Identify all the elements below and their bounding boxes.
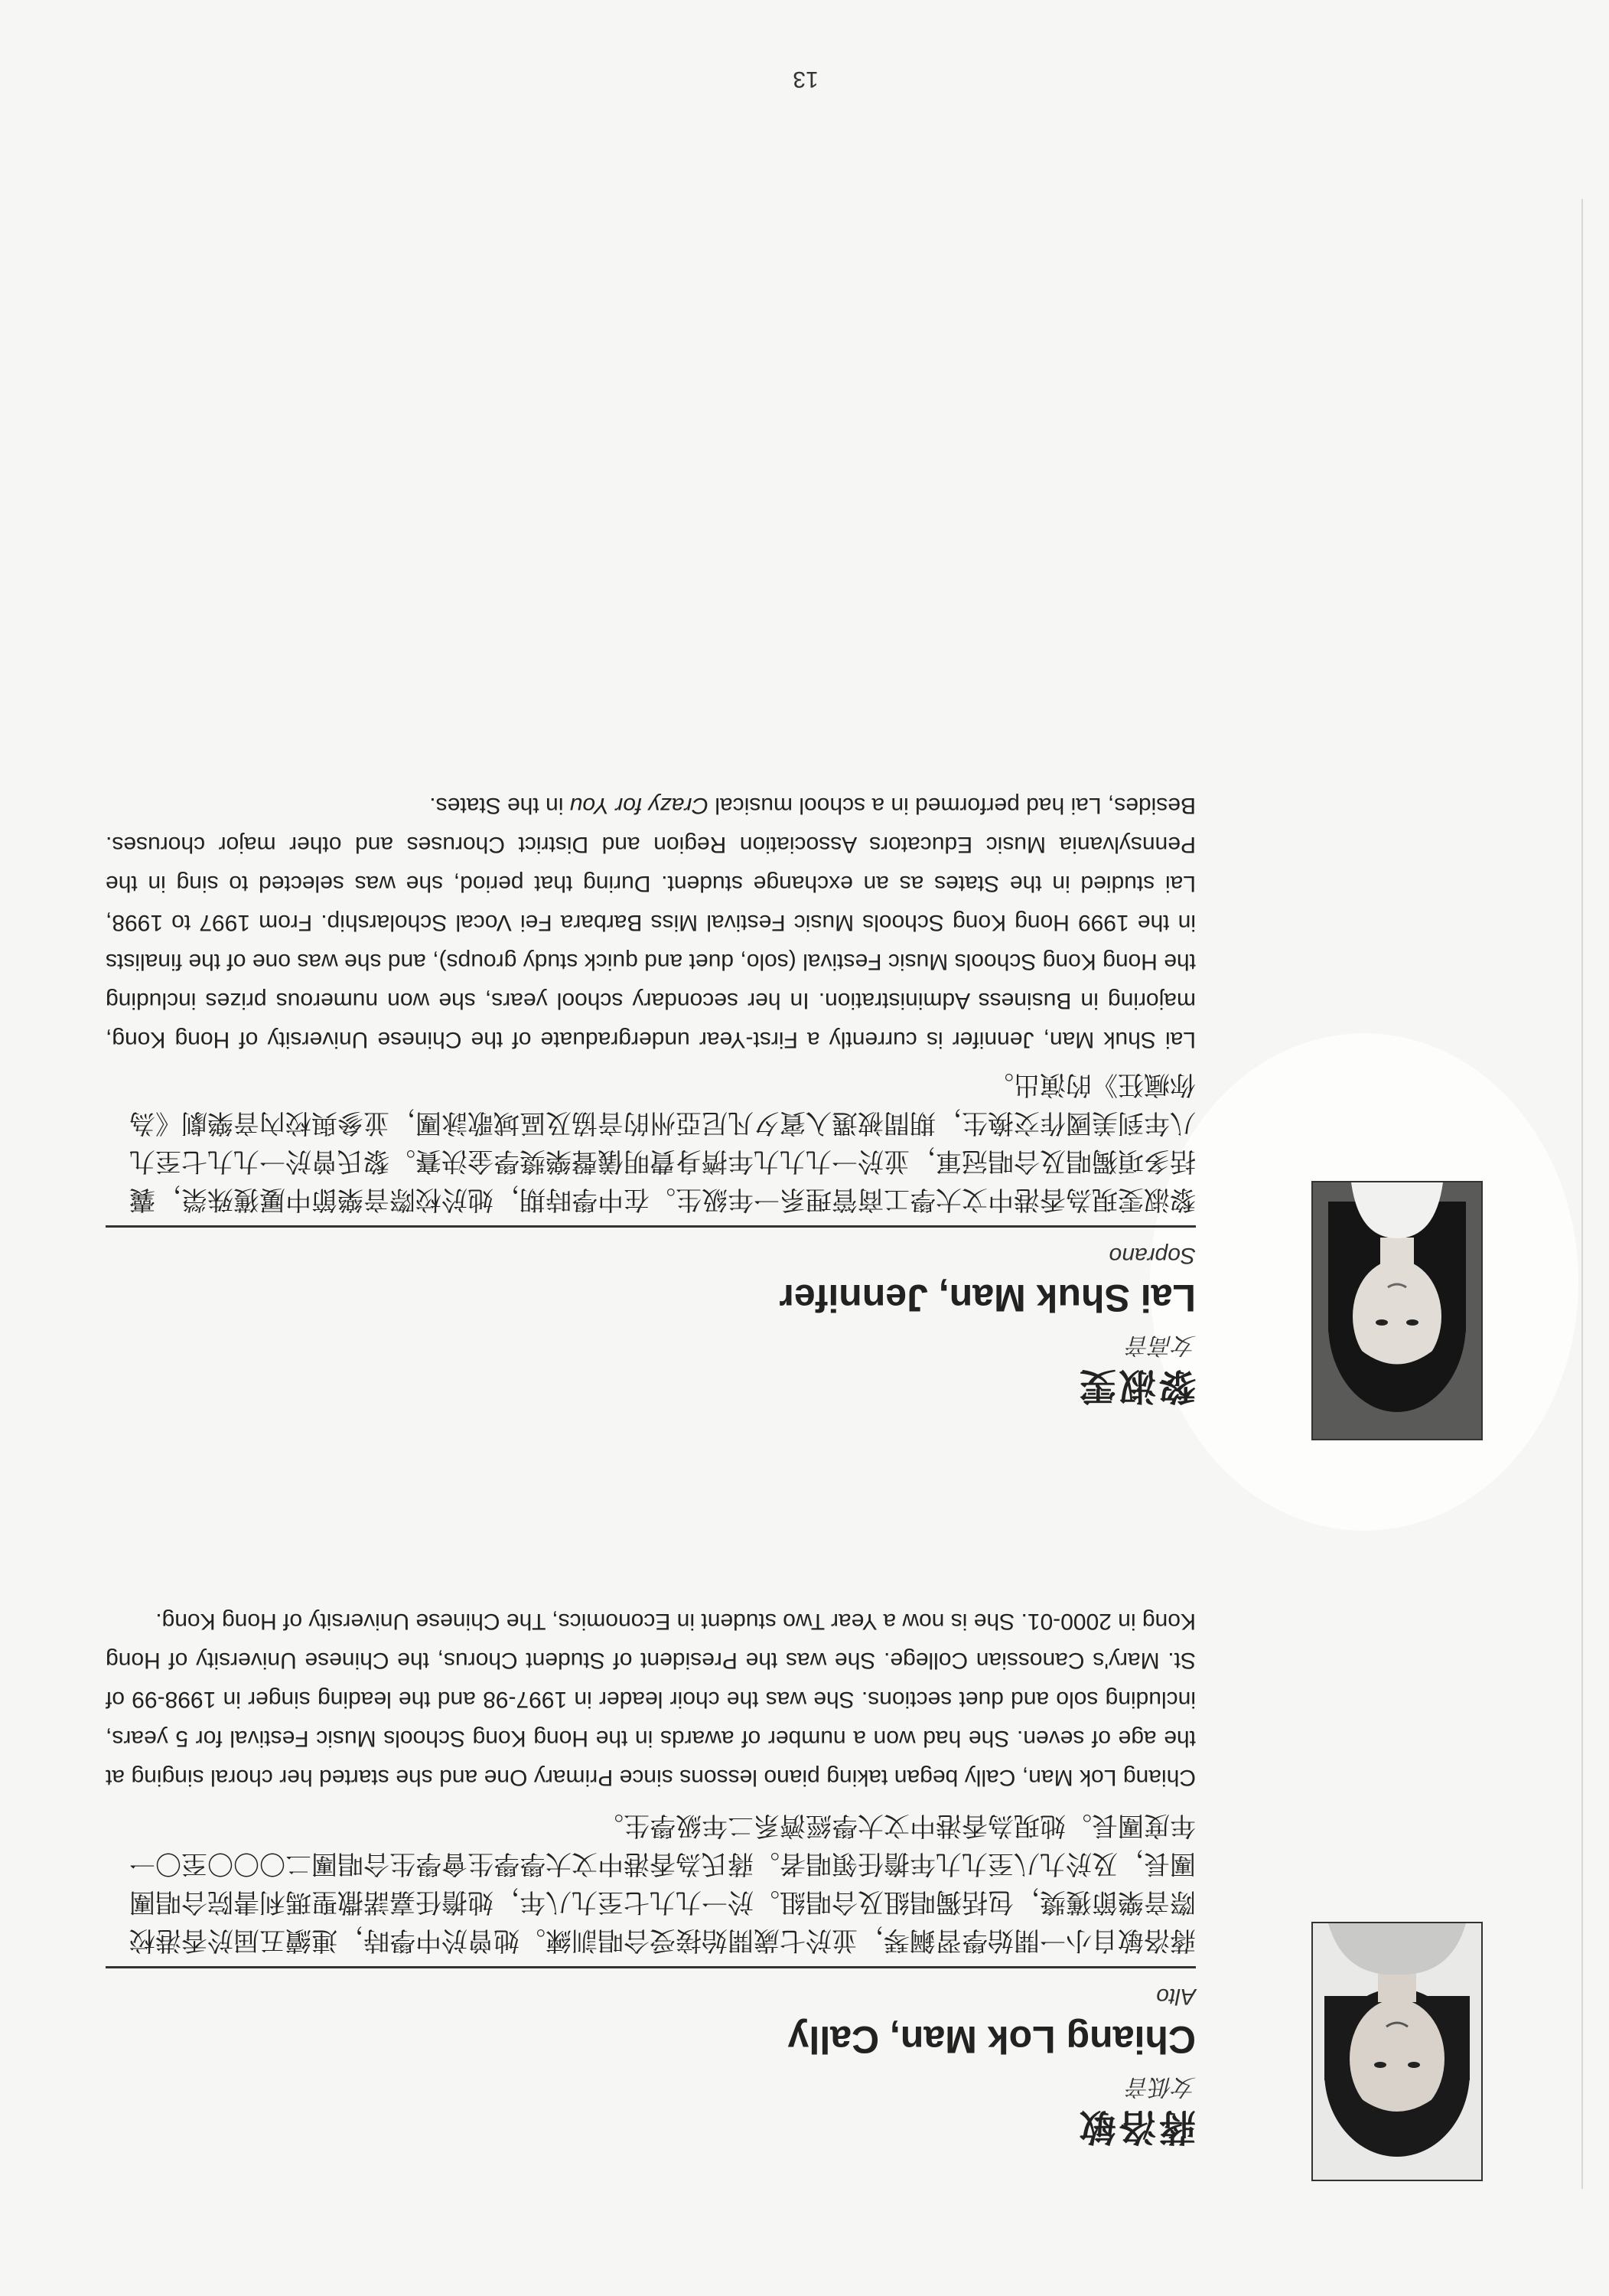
singer-2-bio-text: Lai Shuk Man, Jennifer is currently a First-Year undergraduate of the Chinese University of Hong Kong, majoring in Business Administration. In her secondary school years, she won numerous prizes including the Hong Kong Schools Music Festival (solo, duet and quick study groups), and she was one of the finalists in the 1999 Hong Kong Schools Music Festival Miss Barbara Fei Vocal Scholarship. From 1997 to 1998, Lai studied in the States as an exchange student. During that period, she was selected to sing in the Pennsylvania Music Educators Association Region and District Choruses and other major choruses. Besides, Lai had performed in a school musical bbox=[106, 793, 1196, 1052]
singer-1-chinese-bio: 蔣洛敏自小一開始學習鋼琴，並於七歲開始接受合唱訓練。她曾於中學時，連續五屆於香港校際音樂節獲獎，包括獨唱組及合唱組。於一九九七至九八年，她擔任嘉諾撒聖瑪利書院合唱團團長，及於九八至九九年擔任領唱者。蔣氏為香港中文大學學生會學生合唱團二〇〇〇至〇一年度團長。她現為香港中文大學經濟系二年級學生。 bbox=[129, 1810, 1196, 1955]
singer-2-english-bio bbox=[106, 786, 1196, 1059]
singer-2-chinese-bio: 黎淑雯現為香港中文大學工商管理系一年級生。在中學時期，她於校際音樂節中屢獲殊榮，囊括多項獨唱及合唱冠軍，並於一九九九年擠身費明儀聲樂獎學金決賽。黎氏曾於一九九七至九八年到美國作交換生，期間被選入賓夕凡尼亞州的音協及區域歌詠團，並參與校內音樂劇《為你瘋狂》的演出。 bbox=[129, 1069, 1196, 1215]
singer-1-english-name: Chiang Lok Man, Cally bbox=[787, 2018, 1196, 2061]
singer-1-english-bio: Chiang Lok Man, Cally began taking piano lessons since Primary One and she started her choral singing at the age of seven. She had won a number of awards in the Hong Kong Schools Music Festival for 5 years, including solo and duet sections. She was the choir leader in 1997-98 and the leading singer in 1998-99 of St. Mary's Canossian College. She was the President of Student Chorus, the Chinese University of Hong Kong in 2000-01. She is now a Year Two student in Economics, The Chinese University of Hong Kong. bbox=[106, 1609, 1196, 1790]
singer-1-divider bbox=[106, 1966, 1196, 1968]
singer-2-bio-text-end: in the States. bbox=[429, 793, 570, 818]
singer-1-voice-part: Alto bbox=[1156, 1984, 1196, 2009]
singer-2-voice-part: Soprano bbox=[1109, 1243, 1196, 1268]
portrait-illustration bbox=[1313, 1923, 1481, 2180]
page-number: 13 bbox=[793, 67, 819, 92]
singer-2-english-name: Lai Shuk Man, Jennifer bbox=[779, 1277, 1196, 1319]
musical-title: Crazy for You bbox=[569, 793, 708, 818]
singer-2-chinese-voice-part: 女高音 bbox=[1127, 1332, 1196, 1358]
singer-2-chinese-name: 黎淑雯 bbox=[1076, 1365, 1196, 1407]
portrait-illustration bbox=[1313, 1182, 1481, 1439]
singer-1-chinese-voice-part: 女低音 bbox=[1127, 2073, 1196, 2100]
singer-2-divider bbox=[106, 1225, 1196, 1228]
singer-1-chinese-name: 蔣洛敏 bbox=[1076, 2105, 1196, 2148]
portrait-photo-chiang bbox=[1311, 1922, 1483, 2181]
portrait-photo-lai bbox=[1311, 1181, 1483, 1440]
page-edge-line bbox=[1581, 199, 1583, 2189]
